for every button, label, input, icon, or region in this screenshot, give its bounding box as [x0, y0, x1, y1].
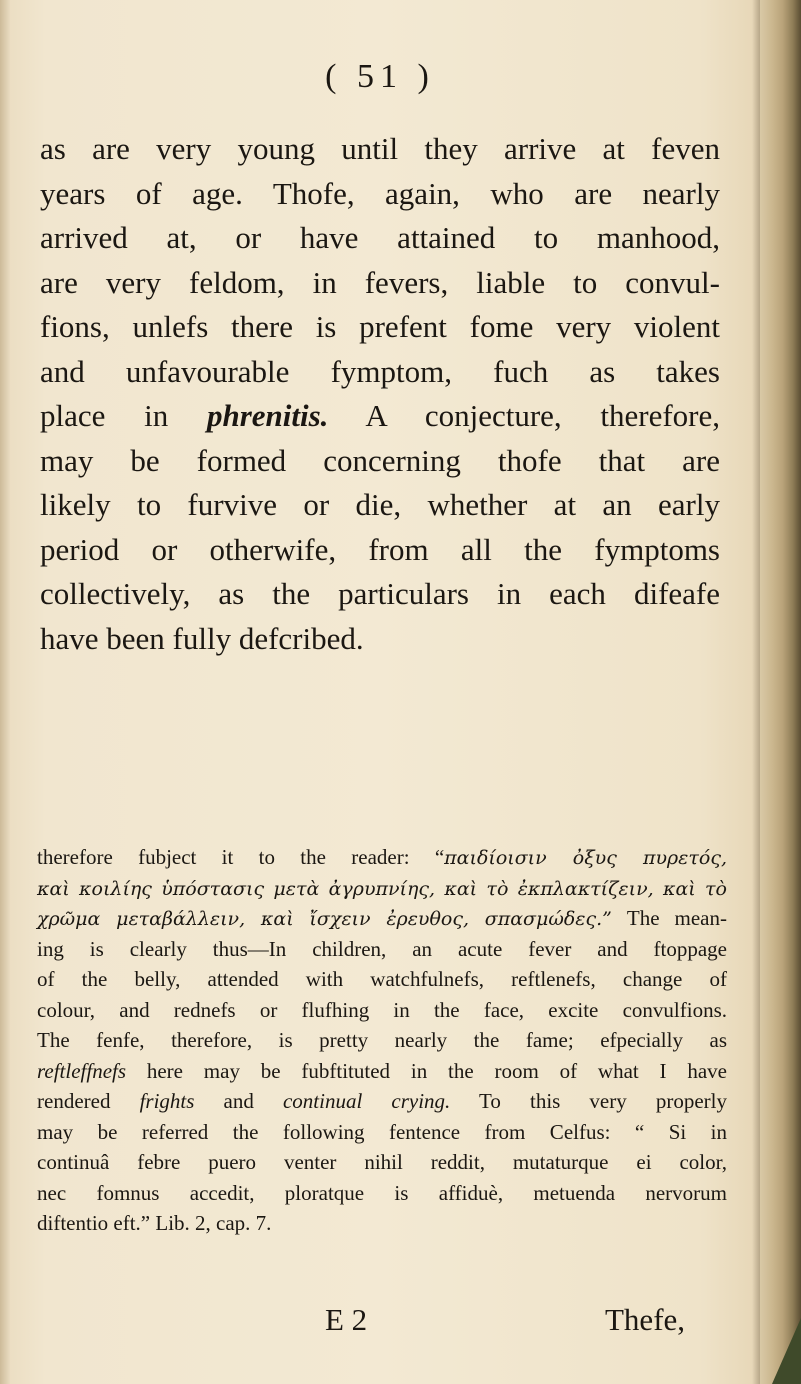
italic-term: reftleffnefs: [37, 1058, 127, 1083]
greek-quote: καὶ κοιλίης ὑπόστασις μετὰ ἀγρυπνίης, καὶ τὸ ἐκπλακτίζειν, καὶ τὸ: [37, 877, 727, 900]
note-line: may be referred the following fentence from Celfus: “ Si in: [37, 1119, 727, 1144]
body-line-end: A conjecture, therefore,: [328, 398, 720, 433]
page-left-edge: [0, 0, 10, 1384]
note-text: here may be fubftituted in the room of what I have: [126, 1058, 727, 1083]
body-line: years of age. Thofe, again, who are nearly: [40, 175, 720, 211]
body-text: [40, 127, 720, 661]
body-line: arrived at, or have attained to manhood,: [40, 220, 720, 255]
note-line: [37, 873, 727, 904]
note-line: [37, 1086, 727, 1117]
footnote: [37, 842, 727, 1239]
note-line: continuâ febre puero venter nihil reddit, mutaturque ei color,: [37, 1150, 727, 1174]
signature-mark: E 2: [325, 1302, 368, 1337]
body-line: collectively, as the particulars in each difeafe: [40, 576, 720, 611]
greek-quote: παιδίοισιν ὀξυς πυρετός,: [444, 847, 728, 869]
italic-term: frights: [139, 1089, 195, 1113]
note-line: The fenfe, therefore, is pretty nearly the fame; efpecially as: [37, 1028, 727, 1052]
book-spine: [760, 0, 801, 1384]
body-line: likely to furvive or die, whether at an early: [40, 487, 720, 522]
greek-quote: χρῶμα μεταβάλλειν, καὶ ἴσχειν ἐρευθος, σπασμώδες.”: [37, 908, 612, 930]
body-line: [40, 394, 720, 439]
body-line: period or otherwife, from all the fymptoms: [40, 531, 720, 567]
page-number: ( 51 ): [325, 58, 435, 95]
note-line: [37, 842, 727, 873]
page-footer: [0, 1302, 760, 1342]
note-text: rendered: [37, 1089, 140, 1113]
body-line: fions, unlefs there is prefent fome very violent: [40, 309, 720, 344]
note-line: nec fomnus accedit, ploratque is affiduè, metuenda nervorum: [37, 1180, 727, 1205]
note-line: [37, 1056, 727, 1087]
body-line: as are very young until they arrive at feven: [40, 131, 720, 166]
note-text: therefore fubject it to the reader: “: [37, 845, 445, 869]
phrenitis-term: phrenitis.: [206, 398, 329, 433]
note-text: and: [194, 1089, 283, 1113]
note-line: of the belly, attended with watchfulnefs, reftlenefs, change of: [37, 967, 727, 991]
note-line: ing is clearly thus—In children, an acute fever and ftoppage: [37, 936, 727, 961]
note-text: The mean-: [611, 906, 727, 930]
corner-tab: [772, 1318, 801, 1384]
body-line: have been fully defcribed.: [40, 620, 364, 656]
italic-term: continual crying.: [282, 1089, 451, 1113]
note-line: [37, 903, 727, 934]
body-line-start: place in: [40, 398, 207, 433]
note-line: colour, and rednefs or flufhing in the face, excite convulfions.: [37, 997, 727, 1022]
note-text: To this very properly: [450, 1089, 727, 1113]
body-line: and unfavourable fymptom, fuch as takes: [40, 353, 720, 389]
catchword: Thefe,: [605, 1302, 686, 1337]
body-line: may be formed concerning thofe that are: [40, 442, 720, 478]
note-line: diftentio eft.” Lib. 2, cap. 7.: [37, 1211, 272, 1235]
body-line: are very feldom, in fevers, liable to convul-: [40, 264, 720, 300]
